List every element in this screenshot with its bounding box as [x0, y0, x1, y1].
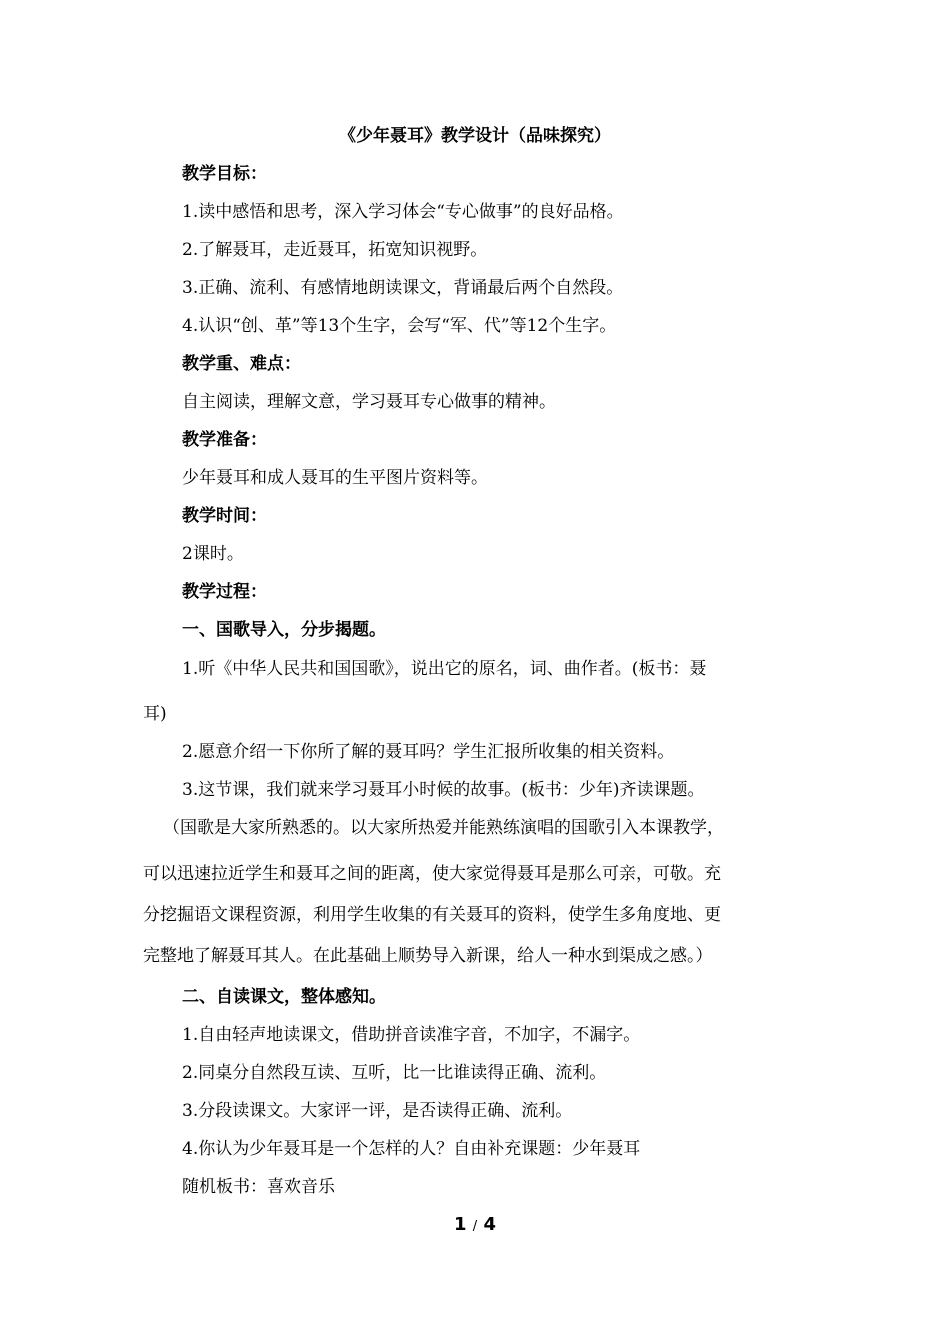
paragraph-line: 2.愿意介绍一下你所了解的聂耳吗？学生汇报所收集的相关资料。 [182, 742, 675, 762]
goals-heading: 教学目标： [182, 164, 267, 184]
paragraph-line: 1.自由轻声地读课文，借助拼音读准字音，不加字，不漏字。 [182, 1025, 641, 1045]
time-heading: 教学时间： [182, 506, 267, 526]
part1-heading: 一、国歌导入，分步揭题。 [182, 620, 386, 640]
paragraph-line: 4.你认为少年聂耳是一个怎样的人？自由补充课题：少年聂耳 [182, 1139, 641, 1159]
prep-heading: 教学准备： [182, 430, 267, 450]
note-line: 完整地了解聂耳其人。在此基础上顺势导入新课，给人一种水到渠成之感。） [143, 946, 713, 966]
process-heading: 教学过程： [182, 582, 267, 602]
paragraph-line: 随机板书：喜欢音乐 [182, 1177, 335, 1197]
goal-item: 4.认识“创、革”等13个生字，会写“军、代”等12个生字。 [182, 316, 617, 336]
document-title: 《少年聂耳》教学设计（品味探究） [339, 126, 611, 146]
time-text: 2课时。 [182, 544, 244, 564]
page-separator: / [472, 1219, 478, 1234]
key-text: 自主阅读，理解文意，学习聂耳专心做事的精神。 [182, 392, 556, 412]
goal-item: 3.正确、流利、有感情地朗读课文，背诵最后两个自然段。 [182, 278, 624, 298]
key-heading: 教学重、难点： [182, 354, 301, 374]
page-current: 1 [453, 1214, 467, 1235]
page-total: 4 [483, 1214, 496, 1235]
note-line: （国歌是大家所熟悉的。以大家所热爱并能熟练演唱的国歌引入本课教学， [163, 818, 724, 838]
paragraph-line: 2.同桌分自然段互读、互听，比一比谁读得正确、流利。 [182, 1063, 607, 1083]
note-line: 分挖掘语文课程资源，利用学生收集的有关聂耳的资料，使学生多角度地、更 [143, 905, 721, 925]
paragraph-line: 3.这节课，我们就来学习聂耳小时候的故事。(板书：少年)齐读课题。 [182, 780, 705, 800]
paragraph-line: 1.听《中华人民共和国国歌》，说出它的原名，词、曲作者。(板书：聂 [182, 659, 707, 679]
part2-heading: 二、自读课文，整体感知。 [182, 987, 386, 1007]
goal-item: 2.了解聂耳，走近聂耳，拓宽知识视野。 [182, 240, 488, 260]
paragraph-line: 耳) [143, 704, 167, 724]
prep-text: 少年聂耳和成人聂耳的生平图片资料等。 [182, 468, 488, 488]
note-line: 可以迅速拉近学生和聂耳之间的距离，使大家觉得聂耳是那么可亲，可敬。充 [143, 864, 721, 884]
paragraph-line: 3.分段读课文。大家评一评，是否读得正确、流利。 [182, 1101, 573, 1121]
page-number [0, 1214, 950, 1235]
goal-item: 1.读中感悟和思考，深入学习体会“专心做事”的良好品格。 [182, 202, 624, 222]
